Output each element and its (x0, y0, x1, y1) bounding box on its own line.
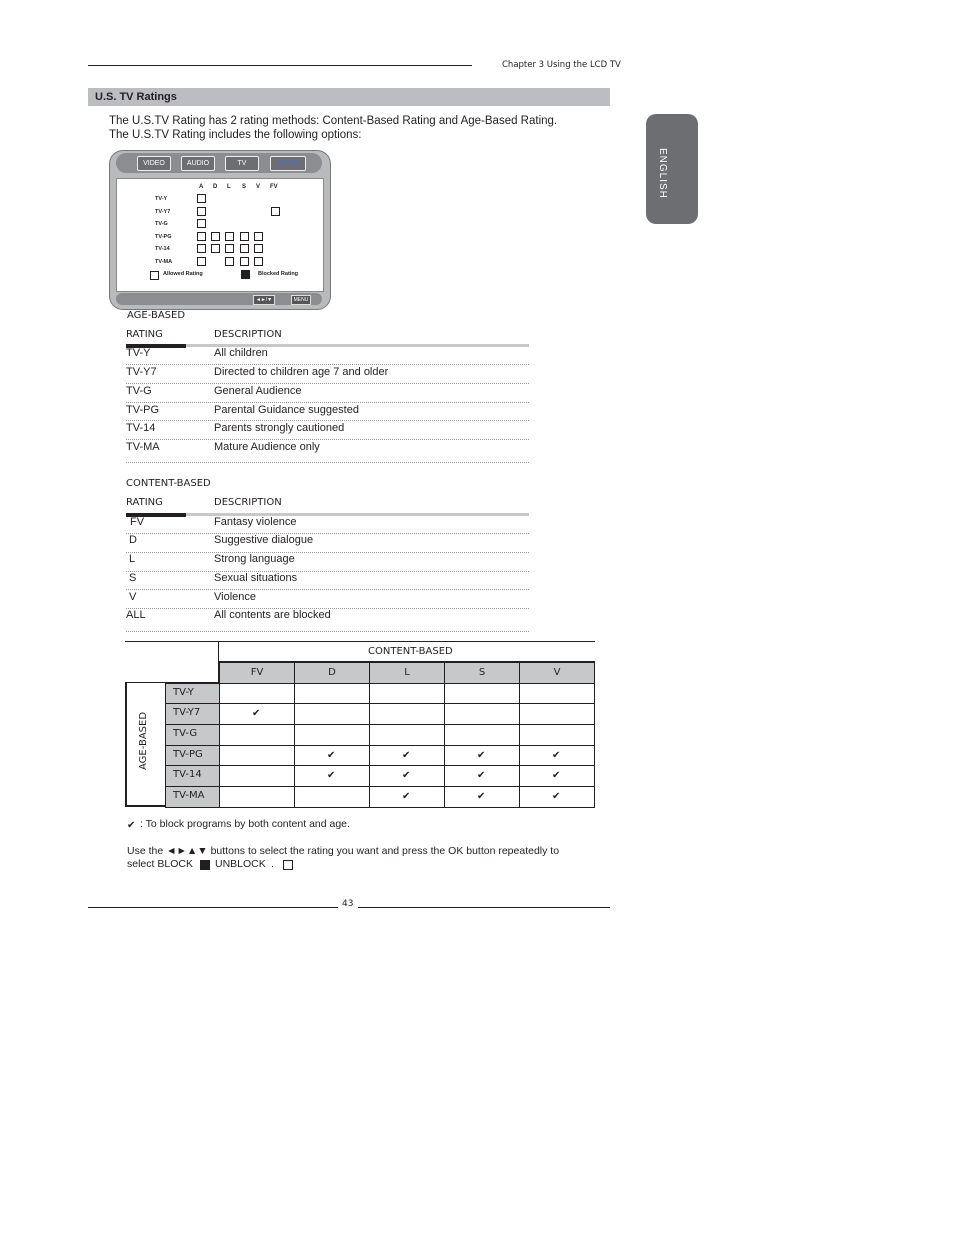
matrix-row-label: TV-14 (173, 769, 202, 780)
matrix-row-label: TV-MA (173, 790, 205, 801)
page-number: 43 (342, 899, 354, 909)
matrix-row-header (165, 745, 220, 767)
osd-tab-audio: AUDIO (181, 156, 215, 171)
chapter-heading: Chapter 3 Using the LCD TV (502, 60, 621, 70)
check-icon: ✔ (552, 770, 561, 781)
intro-line-2: The U.S.TV Rating includes the following options: (109, 129, 362, 141)
matrix-cell (369, 745, 445, 767)
footer-rule-left (88, 907, 338, 908)
osd-checkbox (197, 194, 206, 203)
language-tab-label: ENGLISH (657, 148, 668, 199)
matrix-cell (369, 683, 445, 705)
use-instruction-period: . (271, 858, 274, 870)
osd-checkbox (240, 232, 249, 241)
matrix-cell (519, 765, 595, 787)
osd-checkbox (197, 257, 206, 266)
matrix-row-label: TV-G (173, 728, 198, 739)
matrix-cell (219, 745, 295, 767)
content-col-description: DESCRIPTION (214, 497, 282, 508)
matrix-column-label: L (404, 667, 410, 678)
matrix-cell (294, 745, 370, 767)
content-rating: L (129, 553, 136, 565)
matrix-cell (519, 724, 595, 746)
check-icon: ✔ (402, 750, 411, 761)
content-rating: FV (130, 516, 145, 528)
osd-checkbox (254, 244, 263, 253)
matrix-row-label: TV-PG (173, 749, 203, 760)
osd-checkbox (254, 257, 263, 266)
content-description: Violence (214, 591, 256, 603)
osd-checkbox (211, 244, 220, 253)
matrix-cell (294, 724, 370, 746)
age-col-description: DESCRIPTION (214, 329, 282, 340)
age-description: General Audience (214, 385, 302, 397)
matrix-cell (519, 703, 595, 725)
osd-row-tv-pg: TV-PG (155, 234, 172, 240)
row-divider (126, 552, 529, 553)
content-based-label: CONTENT-BASED (126, 478, 211, 489)
osd-checkbox (240, 244, 249, 253)
matrix-column-label: FV (250, 667, 264, 678)
header-rule (88, 65, 472, 66)
allowed-legend-checkbox-icon (150, 271, 159, 280)
content-description: Strong language (214, 553, 295, 565)
row-divider (126, 439, 529, 440)
age-rating: TV-14 (126, 422, 156, 434)
matrix-cell (444, 765, 520, 787)
content-rating: ALL (126, 609, 146, 621)
matrix-cell (294, 703, 370, 725)
matrix-row-label: TV-Y (173, 687, 194, 698)
matrix-cell (369, 703, 445, 725)
age-based-label: AGE-BASED (127, 310, 186, 321)
osd-tab-setup: SETUP (270, 156, 306, 171)
footer-rule-right (358, 907, 610, 908)
check-icon: ✔ (327, 750, 336, 761)
age-description: Mature Audience only (214, 441, 320, 453)
check-icon: ✔ (552, 791, 561, 802)
matrix-cell (219, 765, 295, 787)
row-divider (126, 462, 529, 463)
content-description: Fantasy violence (214, 516, 297, 528)
matrix-column-header (369, 662, 445, 684)
osd-menu-button: MENU (291, 295, 311, 305)
row-divider (126, 533, 529, 534)
age-description: Directed to children age 7 and older (214, 366, 389, 378)
osd-checkbox (197, 207, 206, 216)
matrix-corner (125, 642, 219, 683)
matrix-cell (519, 786, 595, 808)
osd-tab-tv: TV (225, 156, 259, 171)
matrix-cell (369, 724, 445, 746)
matrix-cell (294, 683, 370, 705)
matrix-cell (294, 765, 370, 787)
age-rating: TV-Y7 (126, 366, 157, 378)
osd-checkbox (225, 244, 234, 253)
matrix-row-header (165, 786, 220, 808)
matrix-column-header (219, 662, 295, 684)
blocked-legend-lock-icon (241, 270, 250, 279)
osd-row-tv-14: TV-14 (155, 246, 170, 252)
osd-row-tv-y: TV-Y (155, 196, 168, 202)
use-instruction-line-1: Use the ◄►▲▼ buttons to select the rating you want and press the OK button repeatedly to (127, 845, 560, 857)
osd-col-l: L (227, 184, 231, 190)
row-divider (126, 631, 529, 632)
content-description: Suggestive dialogue (214, 534, 314, 546)
row-divider (126, 364, 529, 365)
content-description: Sexual situations (214, 572, 298, 584)
age-rating: TV-MA (126, 441, 160, 453)
block-lock-icon (200, 860, 210, 870)
matrix-row-header (165, 765, 220, 787)
matrix-row-header (165, 683, 220, 705)
osd-checkbox (240, 257, 249, 266)
age-description: Parental Guidance suggested (214, 404, 359, 416)
osd-nav-button: ◄►/▼ (253, 295, 275, 305)
matrix-column-label: V (553, 667, 561, 678)
matrix-row-label: TV-Y7 (173, 707, 201, 718)
check-icon: ✔ (402, 791, 411, 802)
matrix-column-label: S (478, 667, 486, 678)
matrix-cell (444, 703, 520, 725)
use-instruction-select-block: select BLOCK (127, 858, 193, 870)
check-icon: ✔ (477, 770, 486, 781)
row-divider (126, 589, 529, 590)
section-title: U.S. TV Ratings (95, 91, 177, 103)
check-icon: ✔ (552, 750, 561, 761)
age-rating: TV-PG (126, 404, 160, 416)
matrix-cell (294, 786, 370, 808)
osd-legend-blocked: Blocked Rating (258, 271, 299, 277)
osd-row-tv-ma: TV-MA (155, 259, 173, 265)
matrix-cell (369, 765, 445, 787)
matrix-cell (219, 724, 295, 746)
content-col-rating: RATING (126, 497, 163, 508)
row-divider (126, 420, 529, 421)
matrix-cell (444, 724, 520, 746)
check-icon: ✔ (402, 770, 411, 781)
matrix-cell (444, 786, 520, 808)
age-col-rating: RATING (126, 329, 163, 340)
osd-legend-allowed: Allowed Rating (163, 271, 203, 277)
osd-col-fv: FV (270, 184, 278, 190)
matrix-content-based-label: CONTENT-BASED (368, 646, 453, 657)
osd-checkbox (211, 232, 220, 241)
osd-checkbox (197, 244, 206, 253)
matrix-row-header (165, 724, 220, 746)
check-icon: ✔ (252, 708, 261, 719)
matrix-age-based-label: AGE-BASED (138, 711, 149, 770)
matrix-column-label: D (328, 667, 336, 678)
age-description: Parents strongly cautioned (214, 422, 345, 434)
osd-checkbox (197, 219, 206, 228)
osd-col-d: D (213, 184, 218, 190)
content-rating: D (129, 534, 137, 546)
osd-col-a: A (199, 184, 204, 190)
check-note: : To block programs by both content and age. (140, 818, 350, 830)
matrix-cell (369, 786, 445, 808)
check-icon: ✔ (477, 750, 486, 761)
row-divider (126, 571, 529, 572)
age-description: All children (214, 347, 268, 359)
matrix-column-header (294, 662, 370, 684)
osd-checkbox (225, 257, 234, 266)
matrix-cell (519, 683, 595, 705)
osd-tab-video: VIDEO (137, 156, 171, 171)
use-instruction-unblock: UNBLOCK (215, 858, 266, 870)
osd-col-s: S (242, 184, 247, 190)
osd-checkbox (197, 232, 206, 241)
osd-col-v: V (256, 184, 261, 190)
matrix-cell (219, 683, 295, 705)
row-divider (126, 402, 529, 403)
matrix-row-header (165, 703, 220, 725)
matrix-cell (219, 786, 295, 808)
matrix-column-header (519, 662, 595, 684)
osd-checkbox (254, 232, 263, 241)
row-divider (126, 383, 529, 384)
osd-checkbox (271, 207, 280, 216)
check-icon: ✔ (327, 770, 336, 781)
age-rating: TV-G (126, 385, 152, 397)
content-rating: S (129, 572, 137, 584)
check-icon: ✔ (477, 791, 486, 802)
intro-line-1: The U.S.TV Rating has 2 rating methods: Content-Based Rating and Age-Based Rating. (109, 115, 558, 127)
matrix-cell (519, 745, 595, 767)
matrix-column-header (444, 662, 520, 684)
osd-checkbox (225, 232, 234, 241)
matrix-cell (219, 703, 295, 725)
content-description: All contents are blocked (214, 609, 331, 621)
check-symbol-icon: ✔ (127, 820, 136, 831)
unblock-checkbox-icon (283, 860, 293, 870)
matrix-cell (444, 745, 520, 767)
osd-row-tv-y7: TV-Y7 (155, 209, 171, 215)
matrix-cell (444, 683, 520, 705)
age-rating: TV-Y (126, 347, 151, 359)
content-rating: V (129, 591, 137, 603)
osd-row-tv-g: TV-G (155, 221, 168, 227)
